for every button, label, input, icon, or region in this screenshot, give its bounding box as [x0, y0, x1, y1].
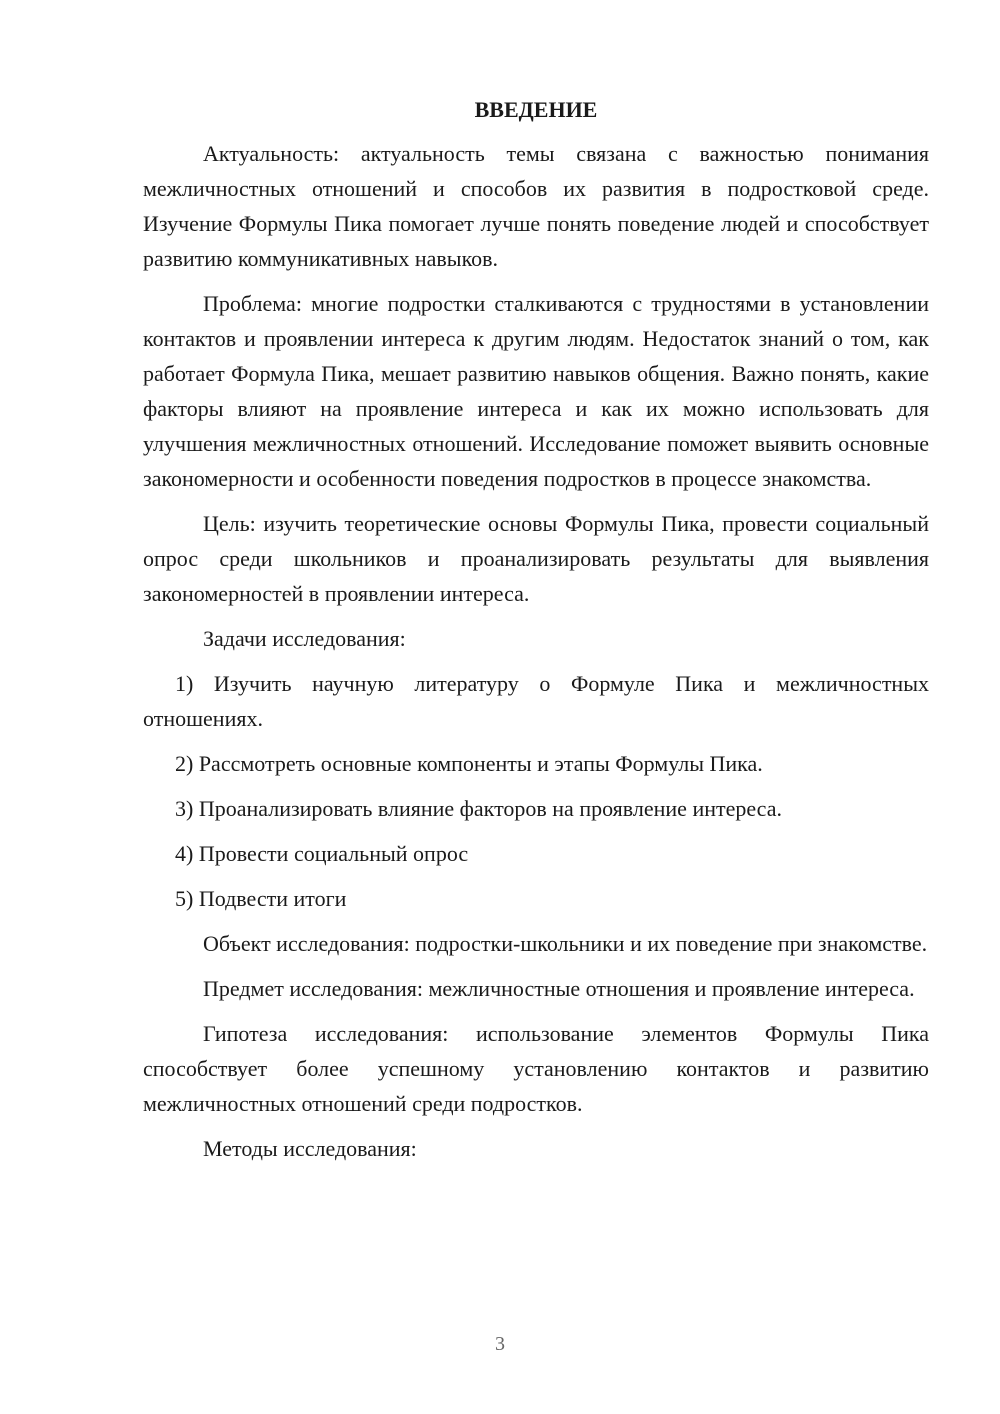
task-item-4: 4) Провести социальный опрос	[175, 841, 469, 866]
paragraph-problem: Проблема: многие подростки сталкиваются с трудностями в установлении контактов и проявлении интереса к другим людям. Недостаток знаний о том, как работает Формула Пика, мешает развитию навыков общения. Важно понять, какие факторы влияют на проявление интереса и как их можно использовать для улучшения межличностных отношений. Исследование поможет выявить основные закономерности и особенности поведения подростков в процессе знакомства.	[143, 291, 929, 491]
task-item-2: 2) Рассмотреть основные компоненты и этапы Формулы Пика.	[175, 751, 763, 776]
task-item-5: 5) Подвести итоги	[175, 886, 347, 911]
paragraph-relevance: Актуальность: актуальность темы связана с важностью понимания межличностных отношений и способов их развития в подростковой среде. Изучение Формулы Пика помогает лучше понять поведение людей и способствует развитию коммуникативных навыков.	[143, 141, 929, 271]
paragraph-object: Объект исследования: подростки-школьники и их поведение при знакомстве.	[203, 931, 928, 956]
paragraph-hypothesis: Гипотеза исследования: использование элементов Формулы Пика способствует более успешному установлению контактов и развитию межличностных отношений среди подростков.	[143, 1021, 929, 1116]
paragraph-goal: Цель: изучить теоретические основы Формулы Пика, провести социальный опрос среди школьников и проанализировать результаты для выявления закономерностей в проявлении интереса.	[143, 511, 929, 606]
task-item-1: 1) Изучить научную литературу о Формуле Пика и межличностных отношениях.	[143, 671, 929, 731]
page-number: 3	[495, 1333, 505, 1355]
tasks-heading: Задачи исследования:	[203, 626, 406, 651]
task-item-3: 3) Проанализировать влияние факторов на проявление интереса.	[175, 796, 782, 821]
methods-heading: Методы исследования:	[203, 1136, 417, 1161]
section-title: ВВЕДЕНИЕ	[474, 97, 598, 122]
paragraph-subject: Предмет исследования: межличностные отношения и проявление интереса.	[203, 976, 915, 1001]
document-page	[143, 96, 929, 1176]
